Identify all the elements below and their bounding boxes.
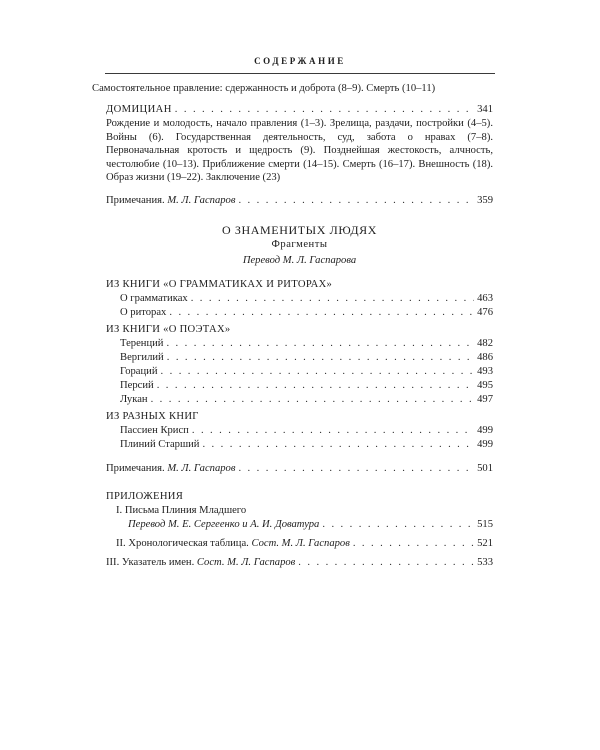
- toc-entry[interactable]: [106, 337, 493, 351]
- leader-dots: [151, 393, 475, 407]
- toc-entry-appendix-2[interactable]: [106, 537, 493, 551]
- toc-entry-notes-2[interactable]: [106, 462, 493, 476]
- entry-page: 495: [477, 380, 493, 392]
- entry-page: 521: [477, 538, 493, 550]
- entry-page: 486: [477, 352, 493, 364]
- entry-label: Лукан: [120, 394, 148, 406]
- entry-label: Гораций: [120, 366, 158, 378]
- leader-dots: [167, 351, 474, 365]
- leader-dots: [238, 462, 474, 476]
- top-paragraph: Самостоятельное правление: сдержанность и доброта (8–9). Смерть (10–11): [92, 83, 436, 94]
- toc-entry[interactable]: [106, 424, 493, 438]
- leader-dots: [353, 537, 474, 551]
- toc-entry-appendix-3[interactable]: [106, 556, 493, 570]
- toc-entry-appendix-1[interactable]: [106, 518, 493, 532]
- leader-dots: [161, 365, 475, 379]
- section-title: О ЗНАМЕНИТЫХ ЛЮДЯХ: [221, 223, 378, 238]
- toc-entry-domitian[interactable]: [106, 103, 493, 117]
- entry-page: 493: [477, 366, 493, 378]
- entry-page: 499: [477, 425, 493, 437]
- leader-dots: [157, 379, 474, 393]
- leader-dots: [322, 518, 474, 532]
- leader-dots: [238, 194, 474, 208]
- leader-dots: [192, 424, 474, 438]
- entry-page: 463: [477, 293, 493, 305]
- section-translator: Перевод М. Л. Гаспарова: [242, 255, 357, 267]
- toc-entry[interactable]: [106, 438, 493, 452]
- toc-entry[interactable]: [106, 292, 493, 306]
- entry-page: 359: [477, 195, 493, 207]
- toc-entry[interactable]: [106, 306, 493, 320]
- appendix-1-label-line: [106, 504, 493, 518]
- entry-label: О грамматиках: [120, 293, 188, 305]
- toc-entry[interactable]: [106, 351, 493, 365]
- entry-label: О риторах: [120, 307, 167, 319]
- domitian-description: Рождение и молодость, начало правления (1–3). Зрелища, раздачи, постройки (4–5). Войны (6). Государственная деятельность, суд, забота о нравах (7–8). Первоначальная кротость и щедрость (9). Позднейшая жестокость, алчность, честолюбие (10–13). Приближение смерти (14–15). Смерть (16–17). Внешность (18). Образ жизни (19–22). Заключение (23): [106, 118, 493, 184]
- toc-content: [92, 82, 493, 570]
- entry-label: Примечания. М. Л. Гаспаров: [106, 463, 236, 475]
- entry-label: Вергилий: [120, 352, 164, 364]
- leader-dots: [298, 556, 474, 570]
- leader-dots: [175, 103, 474, 117]
- entry-label: II. Хронологическая таблица. Сост. М. Л. Гаспаров: [116, 538, 350, 550]
- entry-label: I. Письма Плиния Младшего: [116, 505, 247, 517]
- entry-title: ДОМИЦИАН: [106, 104, 172, 116]
- entry-label: Персий: [120, 380, 154, 392]
- entry-page: 533: [477, 557, 493, 569]
- leader-dots: [202, 438, 474, 452]
- toc-entry[interactable]: [106, 365, 493, 379]
- header-rule: [105, 73, 495, 74]
- entry-label: Пассиен Крисп: [120, 425, 189, 437]
- toc-entry[interactable]: [106, 379, 493, 393]
- section-subtitle: Фрагменты: [271, 239, 328, 251]
- entry-page: 499: [477, 439, 493, 451]
- toc-entry-notes-1[interactable]: [106, 194, 493, 208]
- running-header: СОДЕРЖАНИЕ: [254, 56, 346, 66]
- group-title: ИЗ РАЗНЫХ КНИГ: [106, 411, 199, 423]
- entry-label: III. Указатель имен. Сост. М. Л. Гаспаров: [106, 557, 296, 569]
- entry-label: Теренций: [120, 338, 164, 350]
- entry-label: Плиний Старший: [120, 439, 200, 451]
- leader-dots: [169, 306, 474, 320]
- group-title: ИЗ КНИГИ «О ГРАММАТИКАХ И РИТОРАХ»: [106, 279, 333, 291]
- appendices-title: ПРИЛОЖЕНИЯ: [106, 491, 184, 503]
- leader-dots: [166, 337, 474, 351]
- entry-page: 515: [477, 519, 493, 531]
- entry-page: 501: [477, 463, 493, 475]
- entry-page: 482: [477, 338, 493, 350]
- toc-entry[interactable]: [106, 393, 493, 407]
- entry-page: 476: [477, 307, 493, 319]
- leader-dots: [191, 292, 474, 306]
- entry-label: Перевод М. Е. Сергеенко и А. И. Доватура: [128, 519, 320, 531]
- entry-page: 341: [477, 104, 493, 116]
- entry-label: Примечания. М. Л. Гаспаров: [106, 195, 236, 207]
- group-title: ИЗ КНИГИ «О ПОЭТАХ»: [106, 324, 231, 336]
- entry-page: 497: [477, 394, 493, 406]
